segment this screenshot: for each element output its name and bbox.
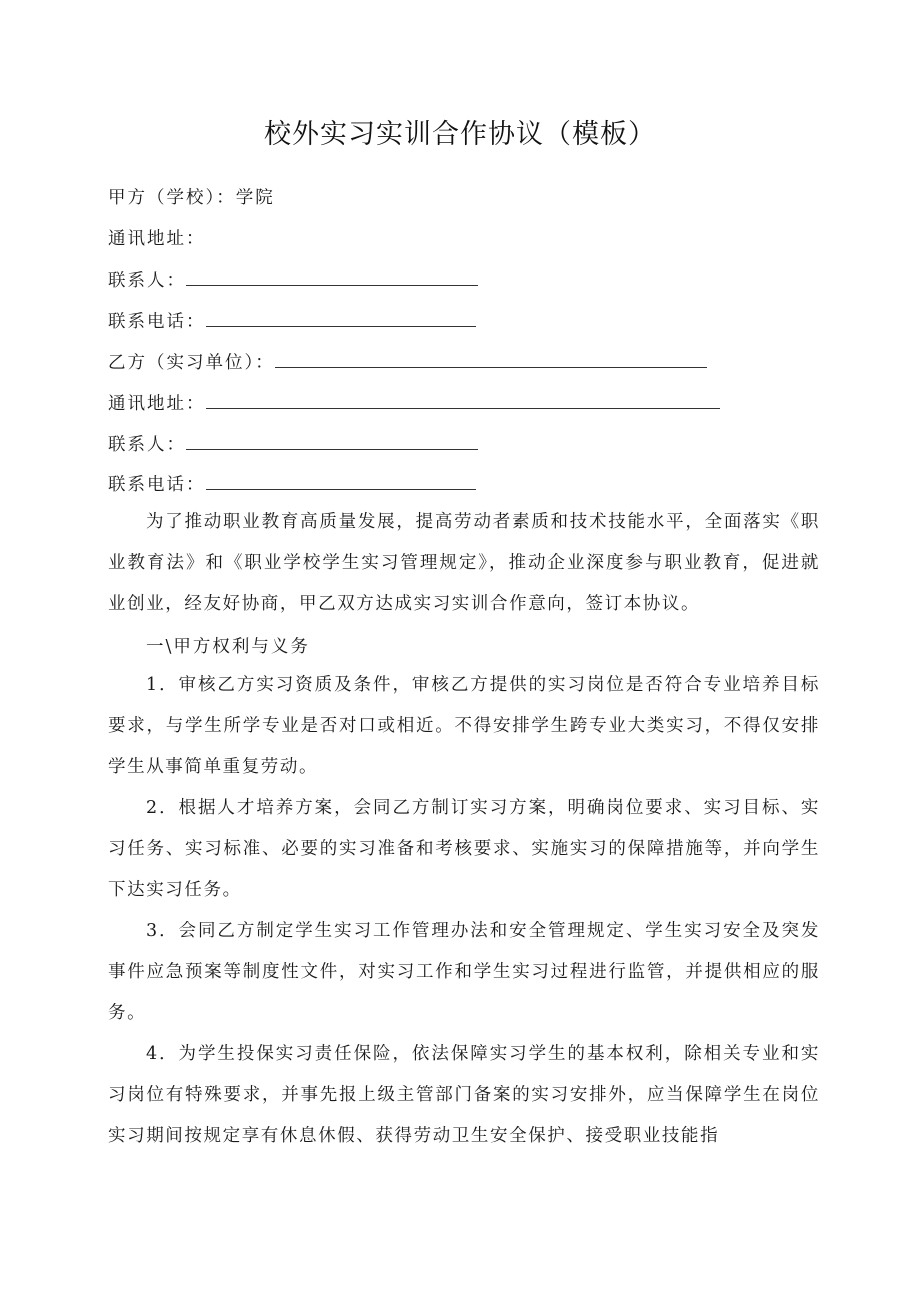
party-a-contact-field <box>108 268 478 292</box>
party-b-phone-blank[interactable] <box>206 472 476 490</box>
section-1-item: 3．会同乙方制定学生实习工作管理办法和安全管理规定、学生实习安全及突发事件应急预案等制度性文件，对实习工作和学生实习过程进行监管，并提供相应的服务。 <box>108 921 820 1023</box>
party-b-name-label: 乙方（实习单位）： <box>108 353 275 373</box>
section-1-item: 2．根据人才培养方案，会同乙方制订实习方案，明确岗位要求、实习目标、实习任务、实习标准、必要的实习准备和考核要求、实施实习的保障措施等，并向学生下达实习任务。 <box>108 798 820 900</box>
party-b-contact-label: 联系人： <box>108 435 186 455</box>
party-a-address-field <box>108 228 206 250</box>
party-a-name-field <box>108 187 275 209</box>
party-b-contact-blank[interactable] <box>186 432 478 450</box>
party-a-name-label: 甲方（学校）：学院 <box>108 188 275 208</box>
section-1-item: 1．审核乙方实习资质及条件，审核乙方提供的实习岗位是否符合专业培养目标要求，与学生所学专业是否对口或相近。不得安排学生跨专业大类实习，不得仅安排学生从事简单重复劳动。 <box>108 675 820 777</box>
party-b-address-blank[interactable] <box>206 391 720 409</box>
page-title: 校外实习实训合作协议（模板） <box>264 119 656 150</box>
section-1-item: 4．为学生投保实习责任保险，依法保障实习学生的基本权利，除相关专业和实习岗位有特殊要求，并事先报上级主管部门备案的实习安排外，应当保障学生在岗位实习期间按规定享有休息休假、获得劳动卫生安全保护、接受职业技能指 <box>108 1044 820 1146</box>
party-b-contact-field <box>108 432 478 456</box>
party-a-phone-field <box>108 309 476 333</box>
party-a-contact-label: 联系人： <box>108 271 186 291</box>
preamble-paragraph: 为了推动职业教育高质量发展，提高劳动者素质和技术技能水平，全面落实《职业教育法》和《职业学校学生实习管理规定》，推动企业深度参与职业教育，促进就业创业，经友好协商，甲乙双方达成实习实训合作意向，签订本协议。 <box>108 512 820 614</box>
party-a-address-label: 通讯地址： <box>108 229 206 249</box>
party-b-name-blank[interactable] <box>275 350 707 368</box>
party-a-phone-label: 联系电话： <box>108 312 206 332</box>
section-1-heading: 一\甲方权利与义务 <box>146 637 310 657</box>
party-b-address-field <box>108 391 720 415</box>
party-b-address-label: 通讯地址： <box>108 394 206 414</box>
party-a-phone-blank[interactable] <box>206 309 476 327</box>
party-b-name-field <box>108 350 707 374</box>
party-a-contact-blank[interactable] <box>186 268 478 286</box>
party-b-phone-field <box>108 472 476 496</box>
party-b-phone-label: 联系电话： <box>108 475 206 495</box>
